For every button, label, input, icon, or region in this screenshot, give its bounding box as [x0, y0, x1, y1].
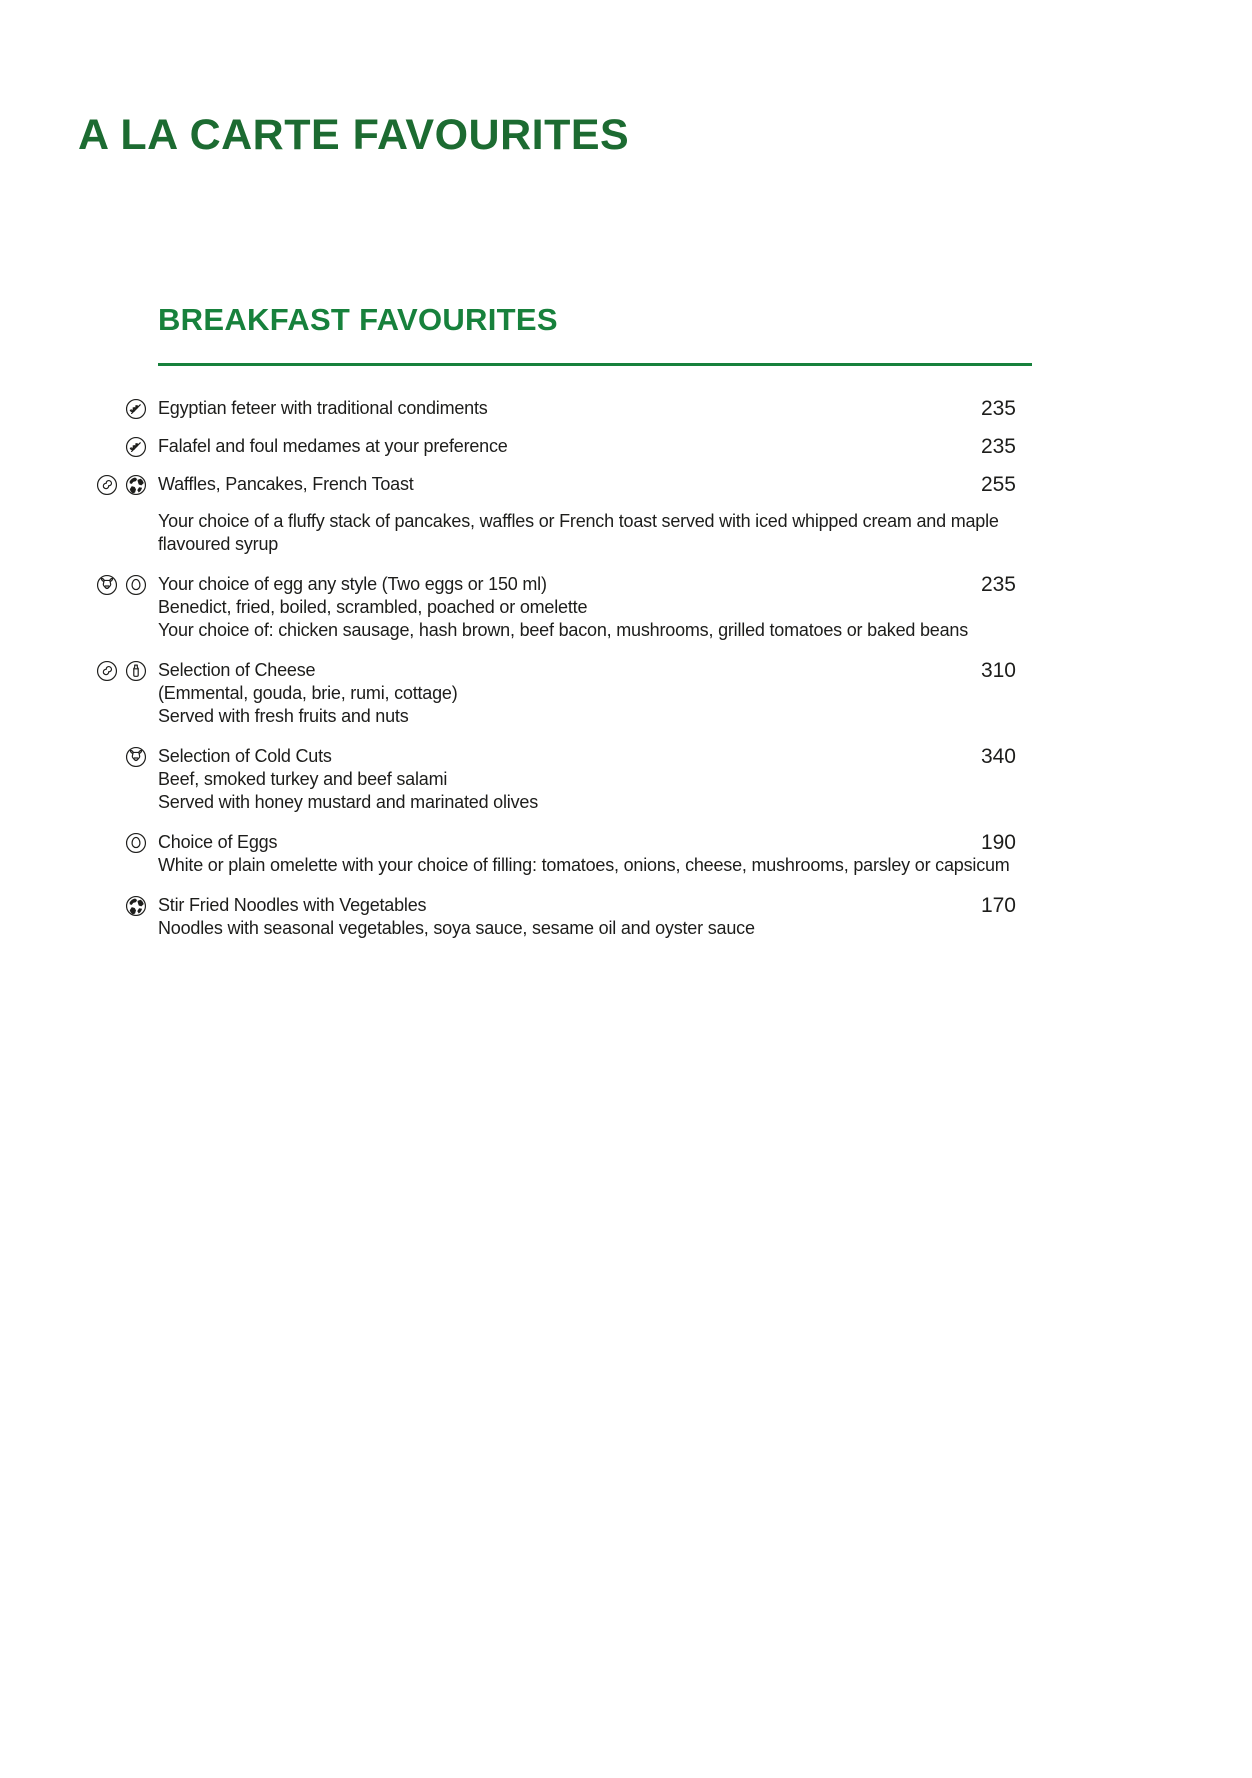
dairy-icon: [125, 660, 147, 682]
item-price: 255: [980, 473, 1016, 497]
item-description: Your choice of a fluffy stack of pancakes, waffles or French toast served with iced whipped cream and maple flavoured syrup: [158, 511, 999, 555]
menu-item: [95, 435, 1032, 459]
item-text: [158, 894, 954, 940]
item-name: Selection of Cheese: [158, 660, 316, 681]
item-description: Your choice of: chicken sausage, hash brown, beef bacon, mushrooms, grilled tomatoes or baked beans: [158, 620, 969, 641]
item-price: 340: [980, 745, 1016, 769]
item-text: [158, 659, 954, 728]
item-icons: [95, 473, 158, 496]
international-icon: [125, 895, 147, 917]
page-title: A LA CARTE FAVOURITES: [78, 110, 630, 159]
item-text: [158, 745, 954, 814]
menu-item: [95, 397, 1032, 421]
menu-item: [95, 473, 1032, 556]
nuts-icon: [96, 474, 118, 496]
item-text: [158, 573, 969, 642]
item-description: Served with honey mustard and marinated olives: [158, 792, 539, 813]
item-price: 235: [980, 573, 1016, 597]
item-icons: [95, 745, 158, 768]
menu-item: [95, 894, 1032, 940]
item-description: (Emmental, gouda, brie, rumi, cottage): [158, 683, 458, 704]
item-icons: [95, 435, 158, 458]
gluten-icon: [125, 398, 147, 420]
menu-item: [95, 745, 1032, 814]
item-name: Your choice of egg any style (Two eggs or 150 ml): [158, 574, 547, 595]
nuts-icon: [96, 660, 118, 682]
item-name: Stir Fried Noodles with Vegetables: [158, 895, 427, 916]
item-name: Selection of Cold Cuts: [158, 746, 332, 767]
item-price: 190: [980, 831, 1016, 855]
beef-icon: [96, 574, 118, 596]
item-description: Served with fresh fruits and nuts: [158, 706, 409, 727]
item-price: 235: [980, 397, 1016, 421]
item-description: White or plain omelette with your choice of filling: tomatoes, onions, cheese, mushrooms, parsley or capsicum: [158, 855, 1010, 876]
item-icons: [95, 573, 158, 596]
item-name: Waffles, Pancakes, French Toast: [158, 474, 414, 495]
international-icon: [125, 474, 147, 496]
item-name: Choice of Eggs: [158, 832, 278, 853]
item-icons: [95, 894, 158, 917]
item-price: 235: [980, 435, 1016, 459]
item-icons: [95, 831, 158, 854]
item-description: Benedict, fried, boiled, scrambled, poached or omelette: [158, 597, 588, 618]
menu-item: [95, 573, 1032, 642]
item-icons: [95, 659, 158, 682]
menu-item: [95, 831, 1032, 877]
item-description: Noodles with seasonal vegetables, soya sauce, sesame oil and oyster sauce: [158, 918, 755, 939]
egg-icon: [125, 832, 147, 854]
menu-items-list: [95, 397, 1032, 940]
beef-icon: [125, 746, 147, 768]
item-name: Falafel and foul medames at your preference: [158, 436, 508, 457]
item-name: Egyptian feteer with traditional condiments: [158, 398, 488, 419]
menu-item: [95, 659, 1032, 728]
item-price: 310: [980, 659, 1016, 683]
egg-icon: [125, 574, 147, 596]
gluten-icon: [125, 436, 147, 458]
item-text: [158, 397, 954, 420]
item-price: 170: [980, 894, 1016, 918]
item-description: Beef, smoked turkey and beef salami: [158, 769, 448, 790]
item-text: [158, 435, 954, 458]
menu-section: [95, 276, 1032, 957]
section-title: BREAKFAST FAVOURITES: [158, 301, 558, 337]
item-icons: [95, 397, 158, 420]
section-rule: [158, 363, 1032, 366]
